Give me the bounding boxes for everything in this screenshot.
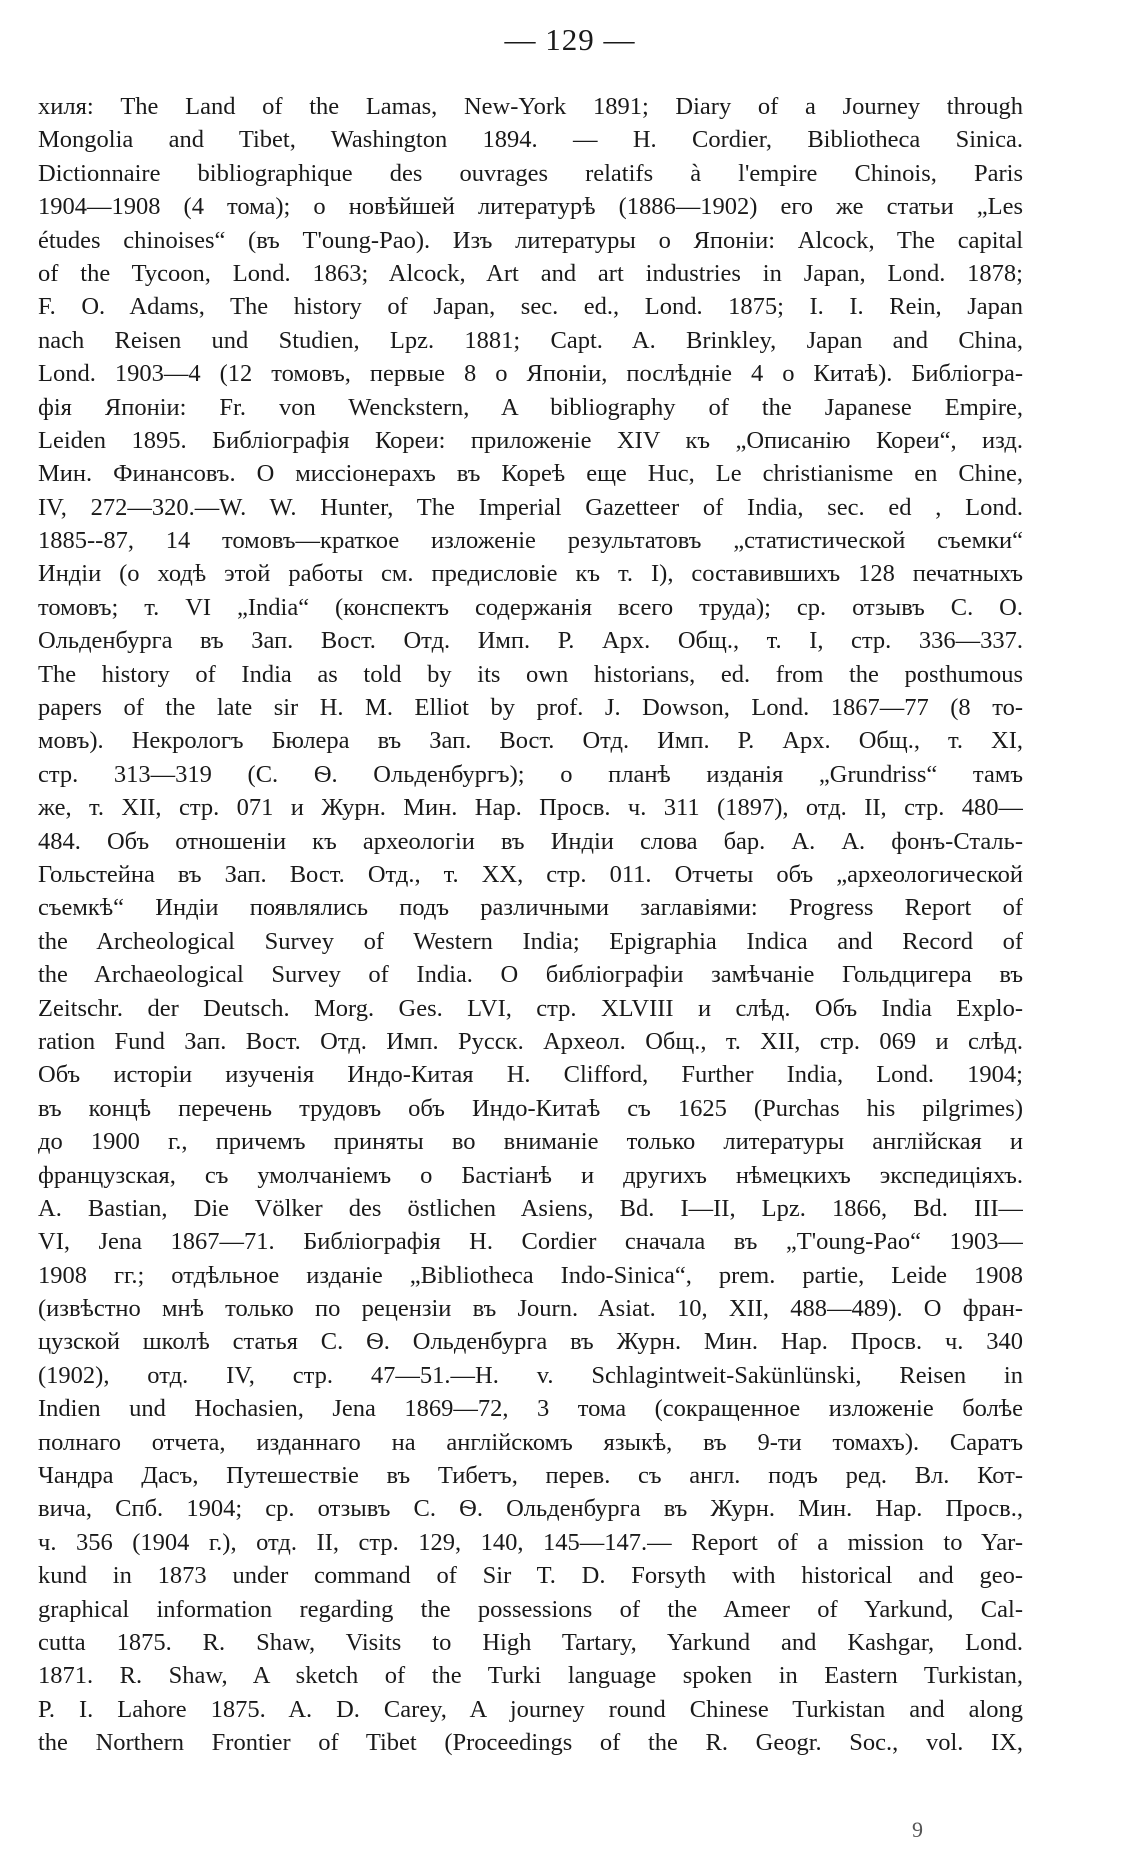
text-line: Чандра Дасъ, Путешествіе въ Тибетъ, перев. съ англ. подъ ред. Вл. Кот-: [38, 1462, 1023, 1490]
text-line: graphical information regarding the possessions of the Ameer of Yarkund, Cal-: [38, 1595, 1023, 1623]
text-line: VI, Jena 1867—71. Библіографія H. Cordier сначала въ „T'oung-Pao“ 1903—: [38, 1228, 1023, 1256]
text-line: Индіи (о ходѣ этой работы см. предисловіе къ т. I), составившихъ 128 печатныхъ: [38, 560, 1023, 588]
text-line: Zeitschr. der Deutsch. Morg. Ges. LVI, стр. XLVIII и слѣд. Объ India Explo-: [38, 994, 1023, 1022]
text-line: Lond. 1903—4 (12 томовъ, первые 8 о Японіи, послѣдніе 4 о Китаѣ). Библіогра-: [38, 360, 1023, 388]
text-line: томовъ; т. VI „India“ (конспектъ содержанія всего труда); ср. отзывъ С. О.: [38, 593, 1023, 621]
text-line: kund in 1873 under command of Sir T. D. Forsyth with historical and geo-: [38, 1562, 1023, 1590]
text-line: IV, 272—320.—W. W. Hunter, The Imperial Gazetteer of India, sec. ed , Lond.: [38, 493, 1023, 521]
text-line: F. O. Adams, The history of Japan, sec. ed., Lond. 1875; I. I. Rein, Japan: [38, 293, 1023, 321]
text-line: 1908 гг.; отдѣльное изданіе „Bibliotheca Indo-Sinica“, prem. partie, Leide 1908: [38, 1261, 1023, 1289]
body-text: [38, 90, 1023, 1760]
text-line: съемкѣ“ Индіи появлялись подъ различными заглавіями: Progress Report of: [38, 894, 1023, 922]
text-line: хиля: The Land of the Lamas, New-York 1891; Diary of a Journey through: [38, 93, 1023, 120]
text-line: же, т. XII, стр. 071 и Журн. Мин. Нар. Просв. ч. 311 (1897), отд. II, стр. 480—: [38, 794, 1023, 822]
text-line: ration Fund Зап. Вост. Отд. Имп. Русск. Археол. Общ., т. XII, стр. 069 и слѣд.: [38, 1027, 1023, 1055]
text-line: мовъ). Некрологъ Бюлера въ Зап. Вост. Отд. Имп. Р. Арх. Общ., т. XI,: [38, 727, 1023, 755]
text-line: полнаго отчета, изданнаго на англійскомъ языкѣ, въ 9-ти томахъ). Саратъ: [38, 1428, 1023, 1456]
text-line: цузской школѣ статья С. Ѳ. Ольденбурга въ Журн. Мин. Нар. Просв. ч. 340: [38, 1328, 1023, 1356]
text-line: études chinoises“ (въ T'oung-Pao). Изъ литературы о Японіи: Alcock, The capital: [38, 226, 1023, 254]
text-line: Indien und Hochasien, Jena 1869—72, 3 тома (сокращенное изложеніе болѣе: [38, 1395, 1023, 1423]
page-number: — 129 —: [504, 22, 636, 57]
text-line: 1885--87, 14 томовъ—краткое изложеніе результатовъ „статистической съемки“: [38, 527, 1023, 555]
text-line: стр. 313—319 (С. Ѳ. Ольденбургъ); о планѣ изданія „Grundriss“ тамъ: [38, 760, 1023, 788]
text-line: Mongolia and Tibet, Washington 1894. — H. Cordier, Bibliotheca Sinica.: [38, 126, 1023, 154]
text-line: Объ исторіи изученія Индо-Китая H. Clifford, Further India, Lond. 1904;: [38, 1061, 1023, 1089]
text-line: фія Японіи: Fr. von Wenckstern, A bibliography of the Japanese Empire,: [38, 393, 1023, 421]
text-line: P. I. Lahore 1875. A. D. Carey, A journey round Chinese Turkistan and along: [38, 1695, 1023, 1723]
text-line: Dictionnaire bibliographique des ouvrages relatifs à l'empire Chinois, Paris: [38, 159, 1023, 187]
signature-mark: 9: [912, 1817, 923, 1842]
text-line: ч. 356 (1904 г.), отд. II, стр. 129, 140, 145—147.— Report of a mission to Yar-: [38, 1528, 1023, 1556]
text-line: 484. Объ отношеніи къ археологіи въ Индіи слова бар. А. А. фонъ-Сталь-: [38, 827, 1023, 855]
text-line: Мин. Финансовъ. О миссіонерахъ въ Кореѣ еще Huc, Le christianisme en Chine,: [38, 460, 1023, 488]
text-line: въ концѣ перечень трудовъ объ Индо-Китаѣ съ 1625 (Purchas his pilgrimes): [38, 1094, 1023, 1122]
text-line: A. Bastian, Die Völker des östlichen Asiens, Bd. I—II, Lpz. 1866, Bd. III—: [38, 1194, 1023, 1222]
text-line: до 1900 г., причемъ приняты во вниманіе только литературы англійская и: [38, 1128, 1023, 1156]
text-line: 1904—1908 (4 тома); о новѣйшей литературѣ (1886—1902) его же статьи „Les: [38, 193, 1023, 221]
text-line: Ольденбурга въ Зап. Вост. Отд. Имп. Р. Арх. Общ., т. I, стр. 336—337.: [38, 627, 1023, 655]
text-line: (извѣстно мнѣ только по рецензіи въ Journ. Asiat. 10, XII, 488—489). О фран-: [38, 1295, 1023, 1323]
text-line: the Archeological Survey of Western India; Epigraphia Indica and Record of: [38, 927, 1023, 955]
text-line: The history of India as told by its own historians, ed. from the posthumous: [38, 660, 1023, 688]
text-line: papers of the late sir H. M. Elliot by prof. J. Dowson, Lond. 1867—77 (8 то-: [38, 694, 1023, 722]
text-line: 1871. R. Shaw, A sketch of the Turki language spoken in Eastern Turkistan,: [38, 1662, 1023, 1690]
text-line: вича, Спб. 1904; ср. отзывъ С. Ѳ. Ольденбурга въ Журн. Мин. Нар. Просв.,: [38, 1495, 1023, 1523]
text-line: nach Reisen und Studien, Lpz. 1881; Capt. A. Brinkley, Japan and China,: [38, 326, 1023, 354]
text-line: (1902), отд. IV, стр. 47—51.—H. v. Schlagintweit-Sakünlünski, Reisen in: [38, 1361, 1023, 1389]
text-line: the Northern Frontier of Tibet (Proceedings of the R. Geogr. Soc., vol. IX,: [38, 1729, 1023, 1757]
text-line: of the Tycoon, Lond. 1863; Alcock, Art and art industries in Japan, Lond. 1878;: [38, 259, 1023, 287]
text-line: Гольстейна въ Зап. Вост. Отд., т. XX, стр. 011. Отчеты объ „археологической: [38, 860, 1023, 888]
text-line: Leiden 1895. Библіографія Кореи: приложеніе XIV къ „Описанію Кореи“, изд.: [38, 426, 1023, 454]
text-line: the Archaeological Survey of India. О библіографіи замѣчаніе Гольдцигера въ: [38, 961, 1023, 989]
text-line: французская, съ умолчаніемъ о Бастіанѣ и другихъ нѣмецкихъ экспедиціяхъ.: [38, 1161, 1023, 1189]
text-line: cutta 1875. R. Shaw, Visits to High Tartary, Yarkund and Kashgar, Lond.: [38, 1628, 1023, 1656]
